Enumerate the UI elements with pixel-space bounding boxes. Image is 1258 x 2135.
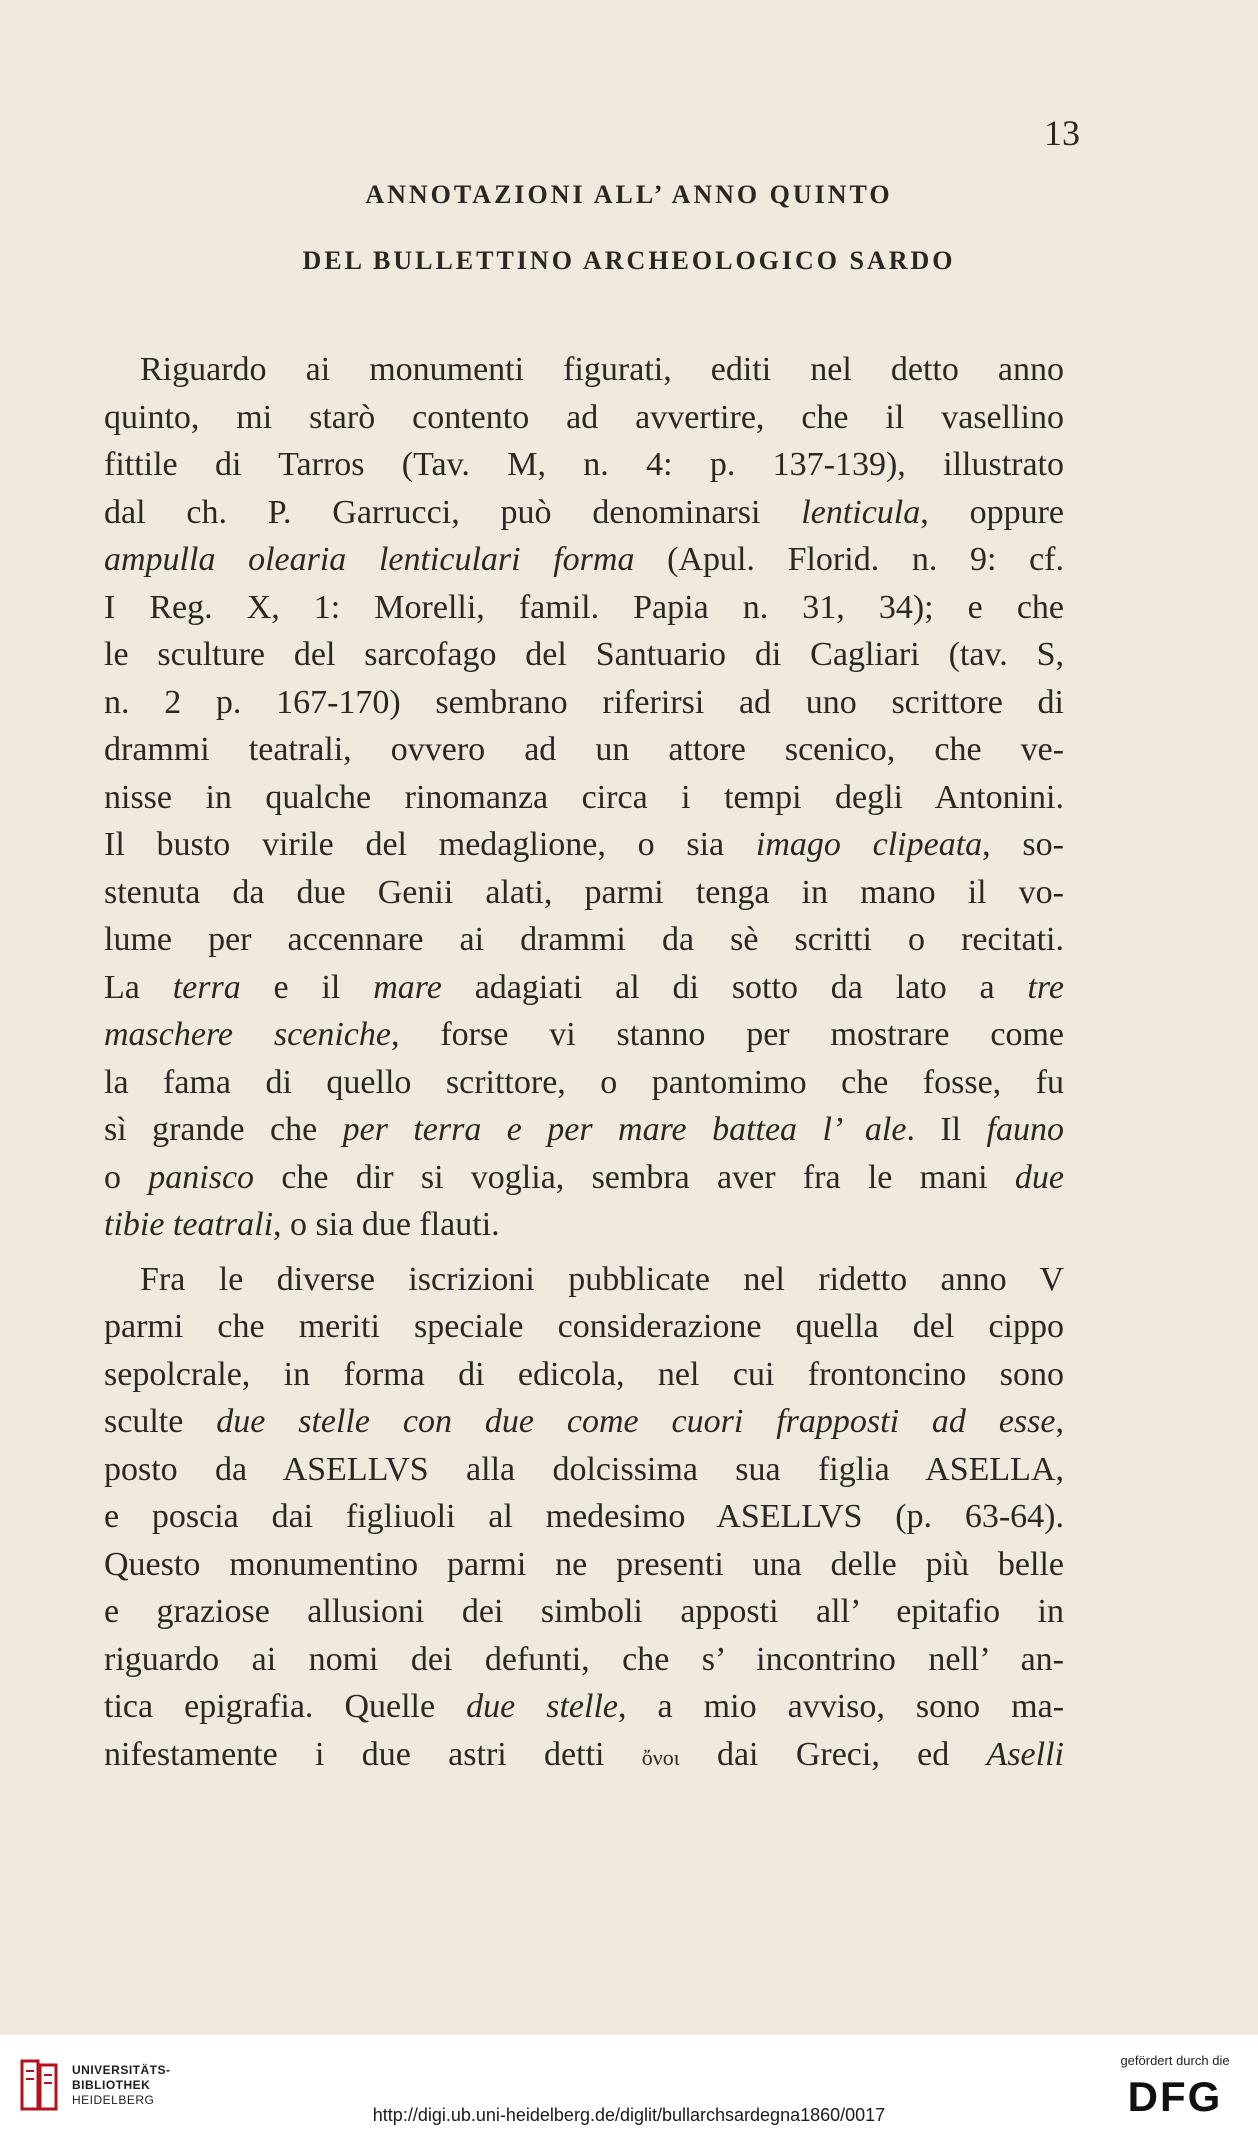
text-line: tibie teatrali, o sia due flauti. [104, 1206, 500, 1243]
text-line: quinto, mi starò contento ad avvertire, che il vasellino [104, 398, 1064, 436]
page-number: 13 [1044, 113, 1080, 153]
text-line: stenuta da due Genii alati, parmi tenga in mano il vo- [104, 873, 1064, 911]
text-line: nifestamente i due astri detti ὄνοι dai Greci, ed Aselli [104, 1735, 1064, 1773]
text-line: n. 2 p. 167-170) sembrano riferirsi ad uno scrittore di [104, 683, 1064, 721]
paragraph-gap [104, 1249, 1064, 1256]
text-line: la fama di quello scrittore, o pantomimo che fosse, fu [104, 1063, 1064, 1101]
footer-bar [0, 2035, 1258, 2135]
text-line: Questo monumentino parmi ne presenti una delle più belle [104, 1545, 1064, 1583]
text-line: drammi teatrali, ovvero ad un attore scenico, che ve- [104, 731, 1064, 768]
text-line: fittile di Tarros (Tav. M, n. 4: p. 137-139), illustrato [104, 446, 1064, 483]
text-line: posto da ASELLVS alla dolcissima sua figlia ASELLA, [104, 1450, 1064, 1488]
text-line: I Reg. X, 1: Morelli, famil. Papia n. 31, 34); e che [104, 588, 1064, 626]
text-line: sì grande che per terra e per mare battea l’ ale. Il fauno [104, 1111, 1064, 1148]
body-text [104, 346, 1064, 1781]
dfg-logo: DFG [1127, 2073, 1223, 2120]
funder-block [1110, 2053, 1240, 2118]
funding-caption: gefördert durch die [1120, 2053, 1230, 2068]
text-line: Fra le diverse iscrizioni pubblicate nel ridetto anno V [140, 1260, 1064, 1298]
text-line: sculte due stelle con due come cuori frapposti ad esse, [104, 1403, 1064, 1440]
text-line: maschere sceniche, forse vi stanno per mostrare come [104, 1016, 1064, 1053]
text-line: lume per accennare ai drammi da sè scritti o recitati. [104, 921, 1064, 958]
heading-line-1: ANNOTAZIONI ALL’ ANNO QUINTO [365, 180, 893, 209]
source-url-link[interactable]: http://digi.ub.uni-heidelberg.de/diglit/bullarchsardegna1860/0017 [372, 2105, 886, 2125]
text-line: Riguardo ai monumenti figurati, editi nel detto anno [140, 351, 1064, 388]
text-line: e graziose allusioni dei simboli apposti all’ epitafio in [104, 1593, 1064, 1630]
text-line: tica epigrafia. Quelle due stelle, a mio avviso, sono ma- [104, 1688, 1065, 1725]
text-line: le sculture del sarcofago del Santuario di Cagliari (tav. S, [104, 636, 1064, 673]
text-line: nisse in qualche rinomanza circa i tempi degli Antonini. [104, 778, 1064, 816]
heading-line-2: DEL BULLETTINO ARCHEOLOGICO SARDO [302, 246, 956, 275]
text-line: o panisco che dir si voglia, sembra aver fra le mani due [104, 1158, 1064, 1196]
text-line: ampulla olearia lenticulari forma (Apul. Florid. n. 9: cf. [104, 541, 1064, 578]
library-name: UNIVERSITÄTS- BIBLIOTHEK HEIDELBERG [72, 2063, 171, 2107]
text-line: dal ch. P. Garrucci, può denominarsi lenticula, oppure [104, 493, 1064, 531]
text-line: parmi che meriti speciale considerazione quella del cippo [104, 1308, 1064, 1345]
text-line: Il busto virile del medaglione, o sia imago clipeata, so- [104, 826, 1064, 863]
text-line: sepolcrale, in forma di edicola, nel cui frontoncino sono [104, 1355, 1064, 1393]
text-line: La terra e il mare adagiati al di sotto da lato a tre [104, 968, 1064, 1006]
text-line: e poscia dai figliuoli al medesimo ASELLVS (p. 63-64). [104, 1498, 1064, 1535]
text-line: riguardo ai nomi dei defunti, che s’ incontrino nell’ an- [104, 1640, 1064, 1678]
